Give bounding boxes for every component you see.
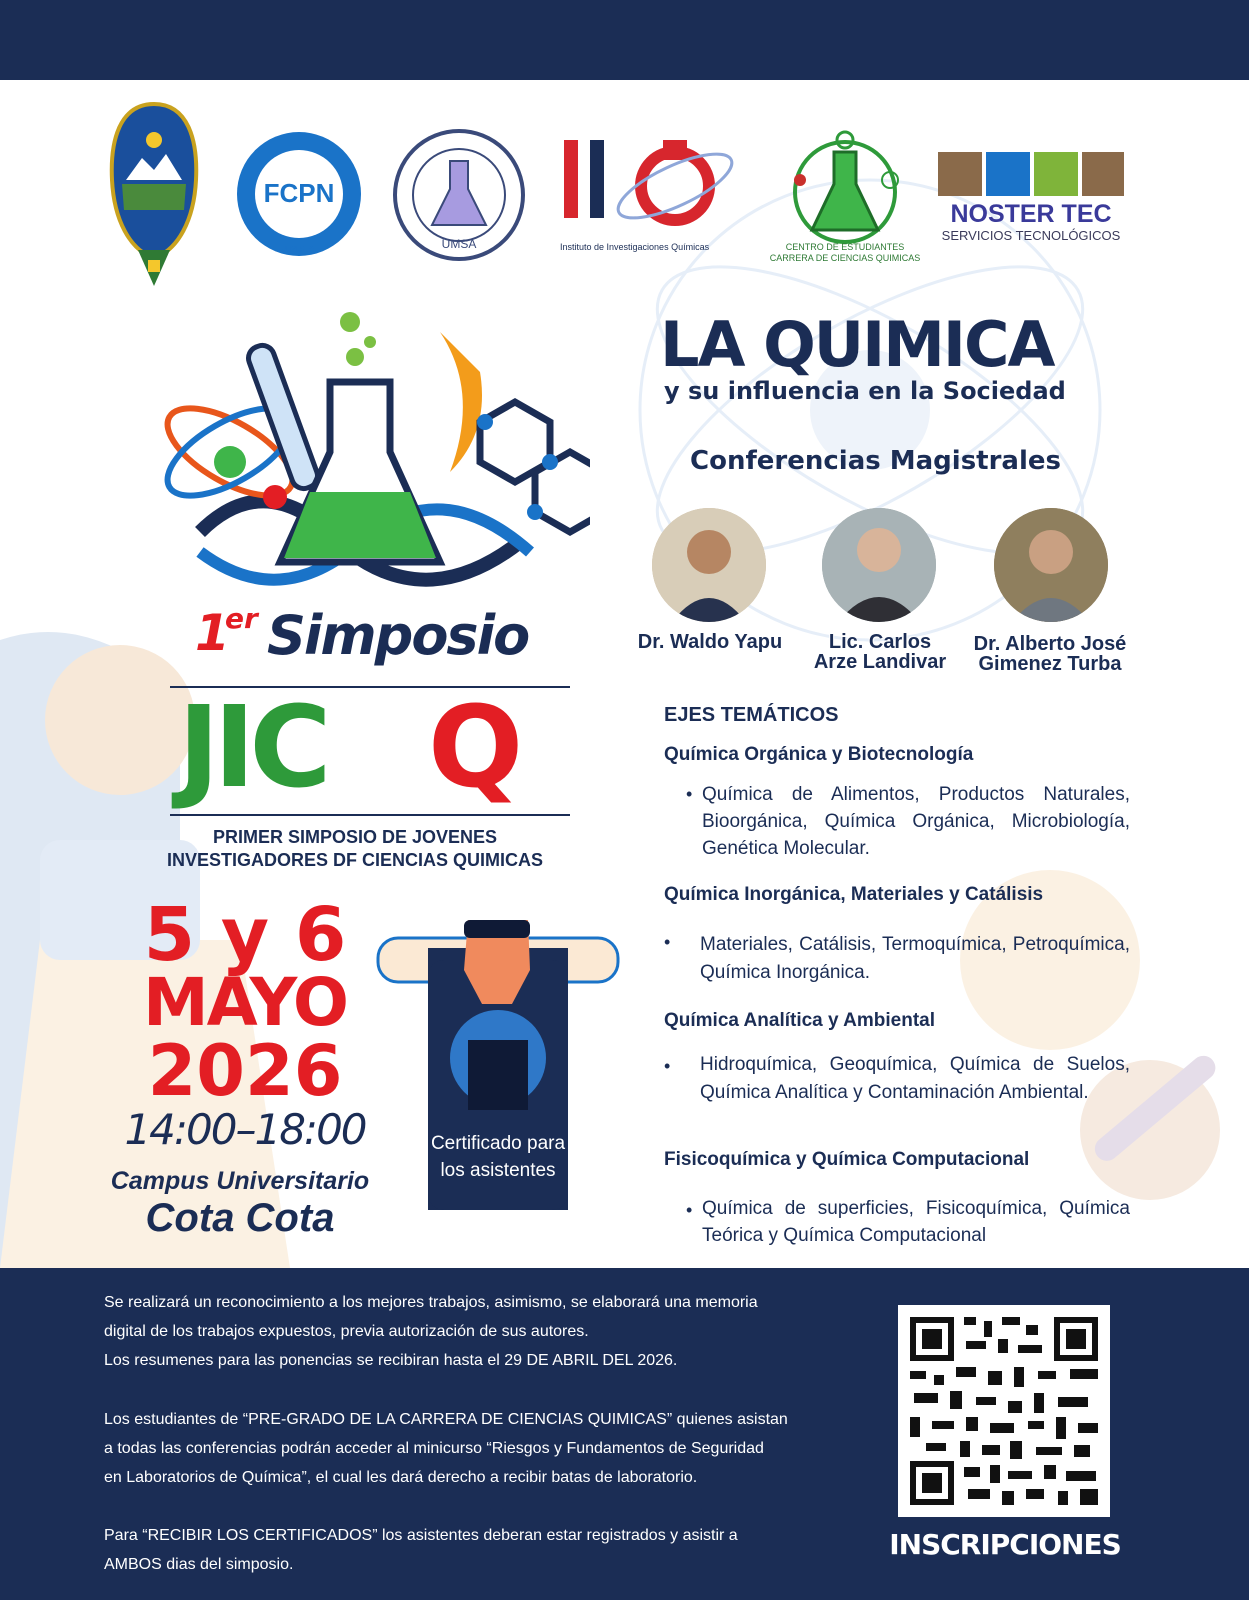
jicq-letters: JIC xyxy=(178,683,326,813)
speaker-1-avatar-icon xyxy=(652,508,766,622)
speaker-2-line1: Lic. Carlos xyxy=(828,631,932,653)
date-days: 5 y 6 xyxy=(143,892,347,978)
iiq-flask-icon xyxy=(560,134,740,234)
speaker-1-line1: Dr. Waldo Yapu xyxy=(637,631,783,653)
footer-p2-line1: Los estudiantes de “PRE-GRADO DE LA CARRERA DE CIENCIAS QUIMICAS” quienes asistan xyxy=(104,1411,788,1428)
event-subtitle-line2: INVESTIGADORES DF CIENCIAS QUIMICAS xyxy=(166,850,544,870)
certificate-line1: Certificado para xyxy=(430,1133,566,1154)
symposium-title xyxy=(195,596,575,686)
eje-3-heading: Química Analítica y Ambiental xyxy=(664,1010,936,1031)
conferences-heading: Conferencias Magistrales xyxy=(690,446,1061,476)
footer-p3-line1: Para “RECIBIR LOS CERTIFICADOS” los asistentes deberan estar registrados y asistir a xyxy=(104,1527,738,1544)
centro-flask-icon xyxy=(760,130,930,246)
certificate-line2: los asistentes xyxy=(440,1160,556,1181)
event-subtitle xyxy=(150,826,560,872)
simposio-word: Simposio xyxy=(267,604,529,667)
speaker-3-name xyxy=(960,634,1140,674)
eje-1-heading: Química Orgánica y Biotecnología xyxy=(664,744,974,765)
headline-title: LA QUIMICA xyxy=(660,308,1054,381)
centro-estudiantes-logo xyxy=(760,130,930,270)
venue-line1: Campus Universitario xyxy=(110,1167,370,1195)
subtitle-divider xyxy=(170,814,570,816)
qr-code-icon xyxy=(898,1305,1110,1517)
ordinal-suffix: er xyxy=(225,602,258,635)
eje-4-heading: Fisicoquímica y Química Computacional xyxy=(664,1149,1030,1170)
speaker-3-avatar-icon xyxy=(994,508,1108,622)
top-banner xyxy=(0,0,1249,80)
footer-paragraph-1 xyxy=(104,1288,824,1375)
footer-p3-line2: AMBOS dias del simposio. xyxy=(104,1556,294,1573)
eje-2-items: Materiales, Catálisis, Termoquímica, Petroquímica, Química Inorgánica. xyxy=(700,934,1130,983)
eje-2-bullet: • xyxy=(664,932,671,952)
footer-p1-line1: Se realizará un reconocimiento a los mejores trabajos, asimismo, se elaborará una memoria xyxy=(104,1294,758,1311)
speaker-3-line2: Gimenez Turba xyxy=(978,653,1122,675)
ordinal-number: 1 xyxy=(195,604,230,662)
eje-1-bullet: • xyxy=(686,784,693,804)
noster-tec-logo xyxy=(936,150,1126,250)
noster-tec-tagline: SERVICIOS TECNOLÓGICOS xyxy=(941,228,1121,243)
event-subtitle-line1: PRIMER SIMPOSIO DE JOVENES xyxy=(212,827,498,847)
centro-line1: CENTRO DE ESTUDIANTES xyxy=(785,242,905,252)
date-month: MAYO xyxy=(143,964,347,1041)
centro-line2: CARRERA DE CIENCIAS QUIMICAS xyxy=(769,253,921,263)
footer-paragraph-2 xyxy=(104,1405,824,1492)
fcpn-center-text: FCPN xyxy=(263,178,335,208)
speaker-2-avatar-icon xyxy=(822,508,936,622)
jicq-q-letter: Q xyxy=(428,683,524,813)
speaker-1-photo xyxy=(652,508,766,622)
date-year: 2026 xyxy=(147,1030,343,1112)
eje-4-bullet: • xyxy=(686,1200,693,1220)
speaker-2-line2: Arze Landivar xyxy=(813,651,947,673)
footer-paragraph-3 xyxy=(104,1521,824,1579)
eje-3-bullet: • xyxy=(664,1056,671,1076)
certificate-text xyxy=(428,1130,568,1184)
date-block xyxy=(100,892,390,1154)
venue xyxy=(90,1166,390,1240)
certificate-badge xyxy=(372,920,624,1210)
iiq-logo xyxy=(560,134,740,258)
speaker-2-photo xyxy=(822,508,936,622)
ejes-title: EJES TEMÁTICOS xyxy=(664,704,839,726)
speaker-3-photo xyxy=(994,508,1108,622)
footer-p1-line3: Los resumenes para las ponencias se recibiran hasta el 29 DE ABRIL DEL 2026. xyxy=(104,1352,678,1369)
speaker-1-name xyxy=(620,632,800,652)
ccq-bottom-text: UMSA xyxy=(441,237,477,251)
footer-p1-line2: digital de los trabajos expuestos, previa autorización de sus autores. xyxy=(104,1323,589,1340)
eje-2-heading: Química Inorgánica, Materiales y Catálisis xyxy=(664,884,1044,905)
iiq-caption: Instituto de Investigaciones Químicas xyxy=(560,242,710,252)
speaker-3-line1: Dr. Alberto José xyxy=(973,633,1127,655)
noster-tec-icons xyxy=(936,150,1126,198)
qr-code[interactable] xyxy=(898,1305,1110,1517)
eje-4-items: Química de superficies, Fisicoquímica, Química Teórica y Química Computacional xyxy=(702,1198,1130,1246)
speaker-2-name xyxy=(790,632,970,672)
umsa-seal-logo xyxy=(108,100,200,288)
headline-subtitle: y su influencia en la Sociedad xyxy=(664,377,1066,405)
date-time: 14:00–18:00 xyxy=(124,1105,366,1154)
chemistry-illustration xyxy=(150,312,590,602)
noster-tec-name: NOSTER TEC xyxy=(950,200,1112,228)
fcpn-logo xyxy=(232,132,366,260)
footer-p2-line3: en Laboratorios de Química”, el cual les dará derecho a recibir batas de laboratorio. xyxy=(104,1469,698,1486)
eje-3-items: Hidroquímica, Geoquímica, Química de Suelos, Química Analítica y Contaminación Ambiental. xyxy=(700,1054,1130,1103)
footer-p2-line2: a todas las conferencias podrán acceder al minicurso “Riesgos y Fundamentos de Seguridad xyxy=(104,1440,764,1457)
jicq-logo xyxy=(178,683,598,813)
ccq-logo xyxy=(390,127,528,263)
venue-line2: Cota Cota xyxy=(145,1196,335,1240)
qr-label: INSCRIPCIONES xyxy=(889,1528,1121,1561)
eje-1-items: Química de Alimentos, Productos Naturales, Bioorgánica, Química Orgánica, Microbiología, Genética Molecular. xyxy=(702,784,1130,859)
fcpn-bottom-text: U.M.S.A. xyxy=(280,244,318,254)
